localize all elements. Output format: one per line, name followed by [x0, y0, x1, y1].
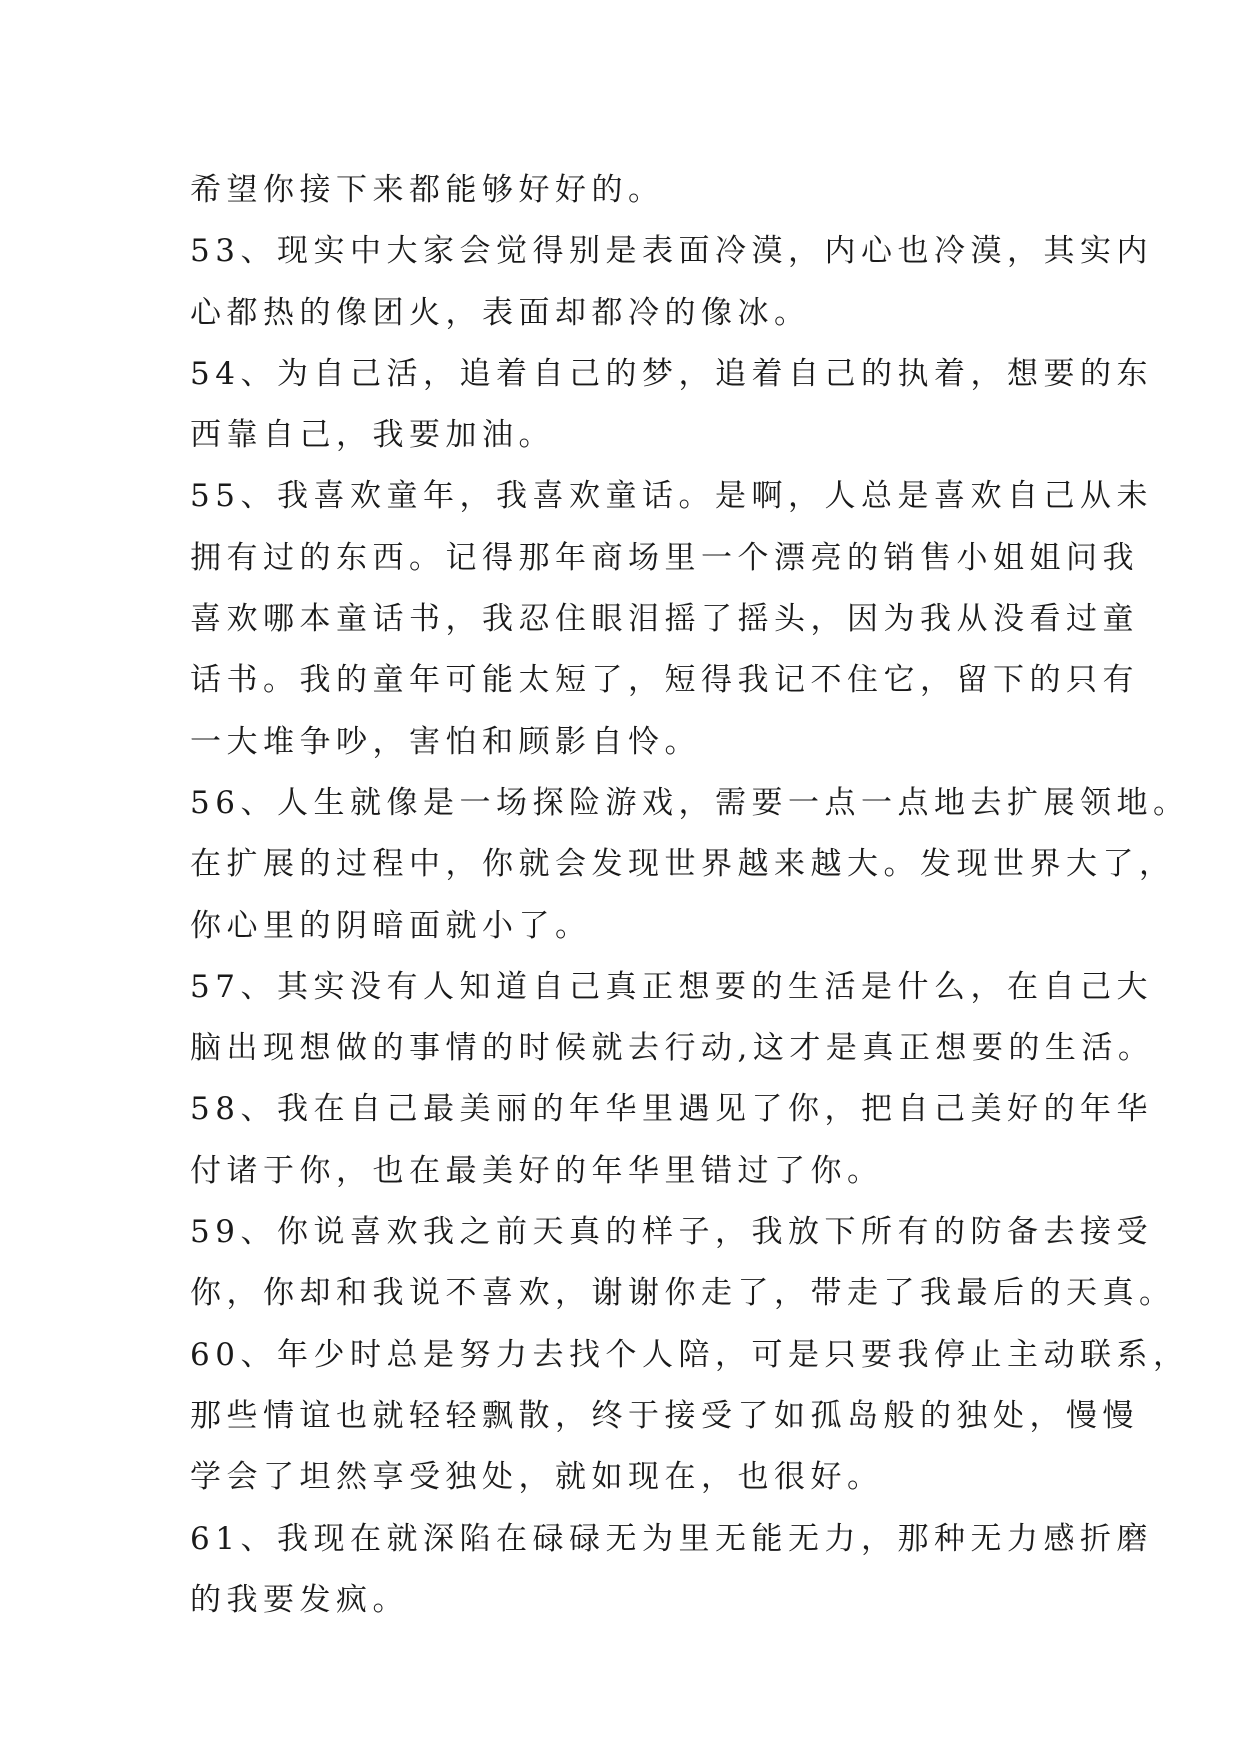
text-line: 西靠自己，我要加油。: [190, 417, 555, 454]
text-line: 话书。我的童年可能太短了，短得我记不住它，留下的只有: [190, 662, 1139, 699]
text-line: 的我要发疯。: [190, 1581, 409, 1618]
text-line: 拥有过的东西。记得那年商场里一个漂亮的销售小姐姐问我: [190, 539, 1139, 576]
text-line: 61、我现在就深陷在碌碌无为里无能无力，那种无力感折磨: [190, 1520, 1153, 1557]
text-line: 55、我喜欢童年，我喜欢童话。是啊，人总是喜欢自己从未: [190, 478, 1153, 515]
text-line: 喜欢哪本童话书，我忍住眼泪摇了摇头，因为我从没看过童: [190, 601, 1139, 638]
text-line: 心都热的像团火，表面却都冷的像冰。: [190, 294, 811, 331]
text-line: 54、为自己活，追着自己的梦，追着自己的执着，想要的东: [190, 355, 1153, 392]
text-line: 在扩展的过程中，你就会发现世界越来越大。发现世界大了，: [190, 846, 1176, 883]
text-line: 56、人生就像是一场探险游戏，需要一点一点地去扩展领地。: [190, 784, 1190, 821]
text-line: 60、年少时总是努力去找个人陪，可是只要我停止主动联系，: [190, 1336, 1190, 1373]
text-line: 57、其实没有人知道自己真正想要的生活是什么，在自己大: [190, 968, 1153, 1005]
text-line: 58、我在自己最美丽的年华里遇见了你，把自己美好的年华: [190, 1091, 1153, 1128]
text-line: 付诸于你，也在最美好的年华里错过了你。: [190, 1152, 884, 1189]
text-line: 那些情谊也就轻轻飘散，终于接受了如孤岛般的独处，慢慢: [190, 1397, 1139, 1434]
text-line: 脑出现想做的事情的时候就去行动,这才是真正想要的生活。: [190, 1030, 1155, 1067]
text-line: 学会了坦然享受独处，就如现在，也很好。: [190, 1459, 884, 1496]
text-line: 59、你说喜欢我之前天真的样子，我放下所有的防备去接受: [190, 1214, 1153, 1251]
text-line: 你，你却和我说不喜欢，谢谢你走了，带走了我最后的天真。: [190, 1275, 1176, 1312]
text-line: 你心里的阴暗面就小了。: [190, 907, 592, 944]
text-line: 希望你接下来都能够好好的。: [190, 172, 665, 208]
text-line: 53、现实中大家会觉得别是表面冷漠，内心也冷漠，其实内: [190, 233, 1153, 270]
text-line: 一大堆争吵，害怕和顾影自怜。: [190, 723, 701, 760]
document-body: [190, 160, 1190, 1631]
